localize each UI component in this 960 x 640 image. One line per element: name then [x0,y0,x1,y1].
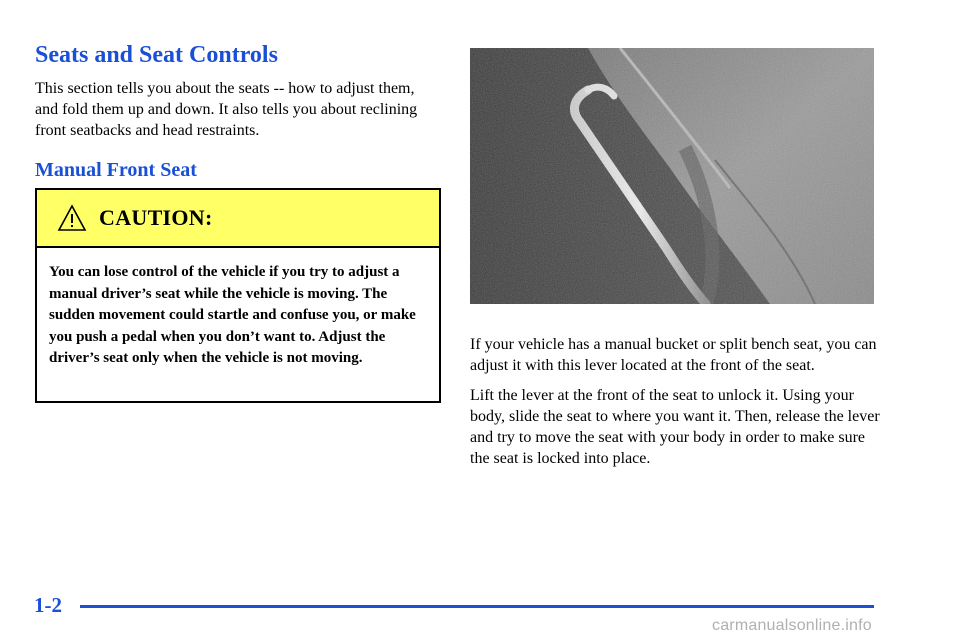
left-column [35,40,441,183]
caution-title: CAUTION: [99,205,213,230]
page-title: Seats and Seat Controls [35,42,278,68]
body-paragraph: Lift the lever at the front of the seat to unlock it. Using your body, slide the seat to where you want it. Then, release the lever and try to move the seat with your body in order to make sure the seat is locked into place. [470,387,880,467]
watermark: carmanualsonline.info [712,617,872,634]
caution-text: You can lose control of the vehicle if you try to adjust a manual driver’s seat while the vehicle is moving. The sudden movement could startle and confuse you, or make you push a pedal when you don’t want to. Adjust the driver’s seat only when the vehicle is not moving. [49,264,416,366]
caution-box [35,188,441,403]
intro-paragraph: This section tells you about the seats -- how to adjust them, and fold them up and down. It also tells you about reclining front seatbacks and head restraints. [35,80,418,139]
footer-rule [80,605,874,608]
section-subheading: Manual Front Seat [35,159,197,181]
warning-triangle-icon [57,203,87,233]
body-paragraph: If your vehicle has a manual bucket or split bench seat, you can adjust it with this lever located at the front of the seat. [470,336,877,374]
seat-lever-photo [470,48,874,304]
right-column-text [470,334,880,478]
page-number: 1-2 [34,593,62,617]
caution-header [37,190,439,248]
